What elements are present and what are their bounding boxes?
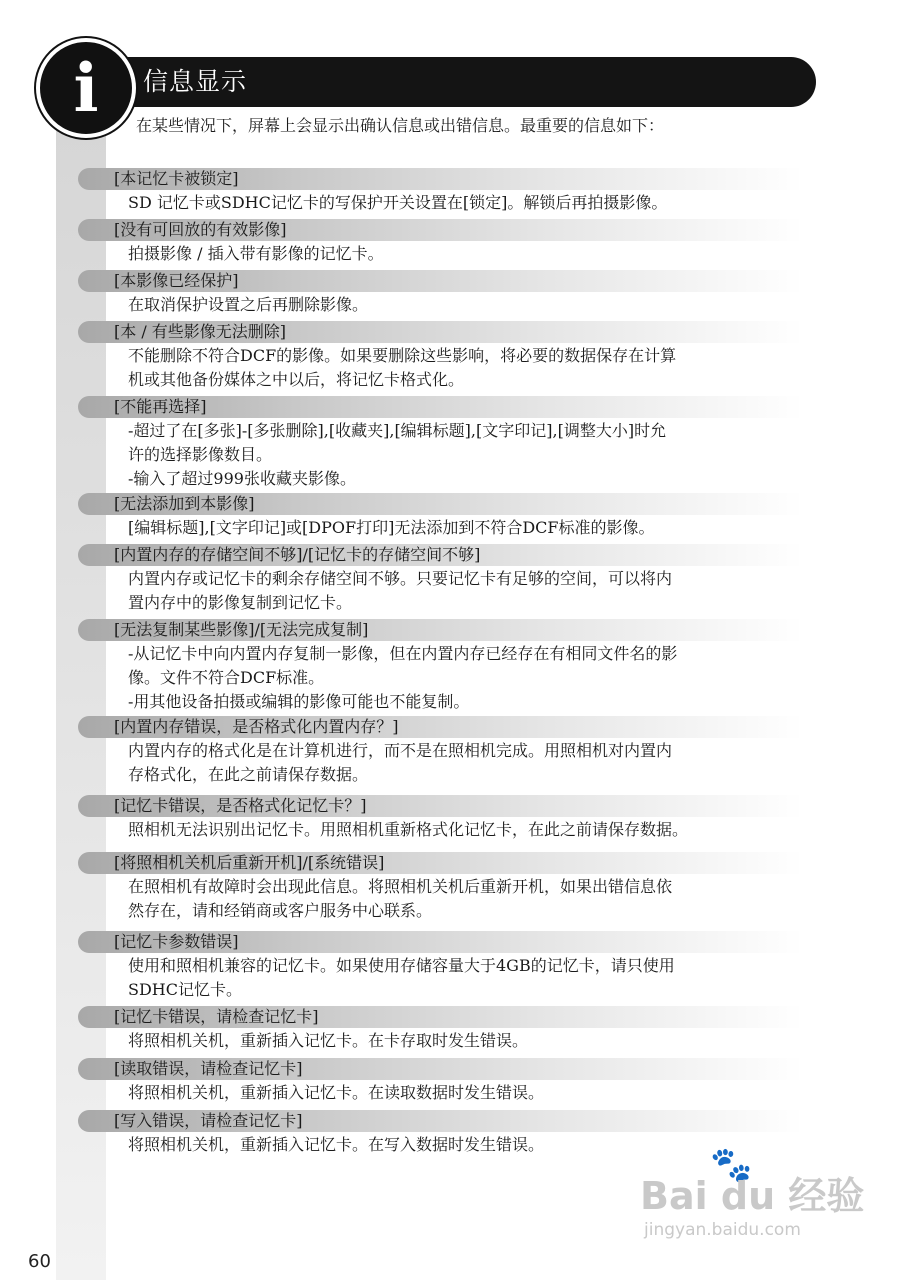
message-header: [记忆卡参数错误] — [78, 931, 803, 953]
message-description: 照相机无法识别出记忆卡。用照相机重新格式化记忆卡，在此之前请保存数据。 — [128, 820, 689, 839]
message-description: 使用和照相机兼容的记忆卡。如果使用存储容量大于4GB的记忆卡，请只使用 SDHC记忆卡。 — [128, 956, 675, 999]
message-description: 将照相机关机，重新插入记忆卡。在读取数据时发生错误。 — [128, 1083, 545, 1102]
paw-icon: 🐾 — [710, 1145, 753, 1185]
message-header: [记忆卡错误，是否格式化记忆卡？] — [78, 795, 803, 817]
message-item — [0, 716, 900, 787]
message-header: [将照相机关机后重新开机]/[系统错误] — [78, 852, 803, 874]
message-item — [0, 270, 900, 317]
message-item — [0, 544, 900, 615]
message-header: [本 / 有些影像无法删除] — [78, 321, 803, 343]
message-header: [记忆卡错误，请检查记忆卡] — [78, 1006, 803, 1028]
page-title: 信息显示 — [143, 67, 248, 96]
message-header: [无法添加到本影像] — [78, 493, 803, 515]
message-header: [内置内存的存储空间不够]/[记忆卡的存储空间不够] — [78, 544, 803, 566]
intro-text: 在某些情况下，屏幕上会显示出确认信息或出错信息。最重要的信息如下： — [136, 116, 665, 135]
message-header: [本影像已经保护] — [78, 270, 803, 292]
message-header: [写入错误，请检查记忆卡] — [78, 1110, 803, 1132]
message-item — [0, 1058, 900, 1105]
message-item — [0, 168, 900, 215]
message-description: 在取消保护设置之后再删除影像。 — [128, 295, 369, 314]
message-description: 不能删除不符合DCF的影像。如果要删除这些影响，将必要的数据保存在计算 机或其他备份媒体之中以后，将记忆卡格式化。 — [128, 346, 677, 389]
message-description: 将照相机关机，重新插入记忆卡。在写入数据时发生错误。 — [128, 1135, 545, 1154]
message-item — [0, 321, 900, 392]
message-item — [0, 852, 900, 923]
message-header: [无法复制某些影像]/[无法完成复制] — [78, 619, 803, 641]
message-item — [0, 931, 900, 1002]
message-item — [0, 219, 900, 266]
message-item — [0, 396, 900, 491]
message-description: -超过了在[多张]-[多张删除],[收藏夹],[编辑标题],[文字印记],[调整大小]时允 许的选择影像数目。 -输入了超过999张收藏夹影像。 — [128, 421, 667, 488]
message-header: [本记忆卡被锁定] — [78, 168, 803, 190]
page-number: 60 — [28, 1251, 51, 1272]
message-description: [编辑标题],[文字印记]或[DPOF打印]无法添加到不符合DCF标准的影像。 — [128, 518, 655, 537]
message-description: SD 记忆卡或SDHC记忆卡的写保护开关设置在[锁定]。解锁后再拍摄影像。 — [128, 193, 668, 212]
message-item — [0, 619, 900, 714]
message-description: 将照相机关机，重新插入记忆卡。在卡存取时发生错误。 — [128, 1031, 529, 1050]
message-item — [0, 1006, 900, 1053]
message-item — [0, 795, 900, 842]
message-header: [内置内存错误，是否格式化内置内存？] — [78, 716, 803, 738]
message-description: 内置内存或记忆卡的剩余存储空间不够。只要记忆卡有足够的空间，可以将内 置内存中的影像复制到记忆卡。 — [128, 569, 673, 612]
message-header: [没有可回放的有效影像] — [78, 219, 803, 241]
baidu-watermark — [640, 1145, 865, 1245]
watermark-url: jingyan.baidu.com — [644, 1220, 801, 1240]
info-icon-letter: i — [73, 49, 99, 127]
message-description: 内置内存的格式化是在计算机进行，而不是在照相机完成。用照相机对内置内 存格式化，在此之前请保存数据。 — [128, 741, 673, 784]
message-header: [不能再选择] — [78, 396, 803, 418]
watermark-logo: Bai du 经验 — [640, 1174, 865, 1218]
message-description: 在照相机有故障时会出现此信息。将照相机关机后重新开机，如果出错信息依 然存在，请和经销商或客户服务中心联系。 — [128, 877, 673, 920]
message-item — [0, 493, 900, 540]
message-header: [读取错误，请检查记忆卡] — [78, 1058, 803, 1080]
message-description: -从记忆卡中向内置内存复制一影像，但在内置内存已经存在有相同文件名的影 像。文件不符合DCF标准。 -用其他设备拍摄或编辑的影像可能也不能复制。 — [128, 644, 678, 711]
message-description: 拍摄影像 / 插入带有影像的记忆卡。 — [128, 244, 384, 263]
